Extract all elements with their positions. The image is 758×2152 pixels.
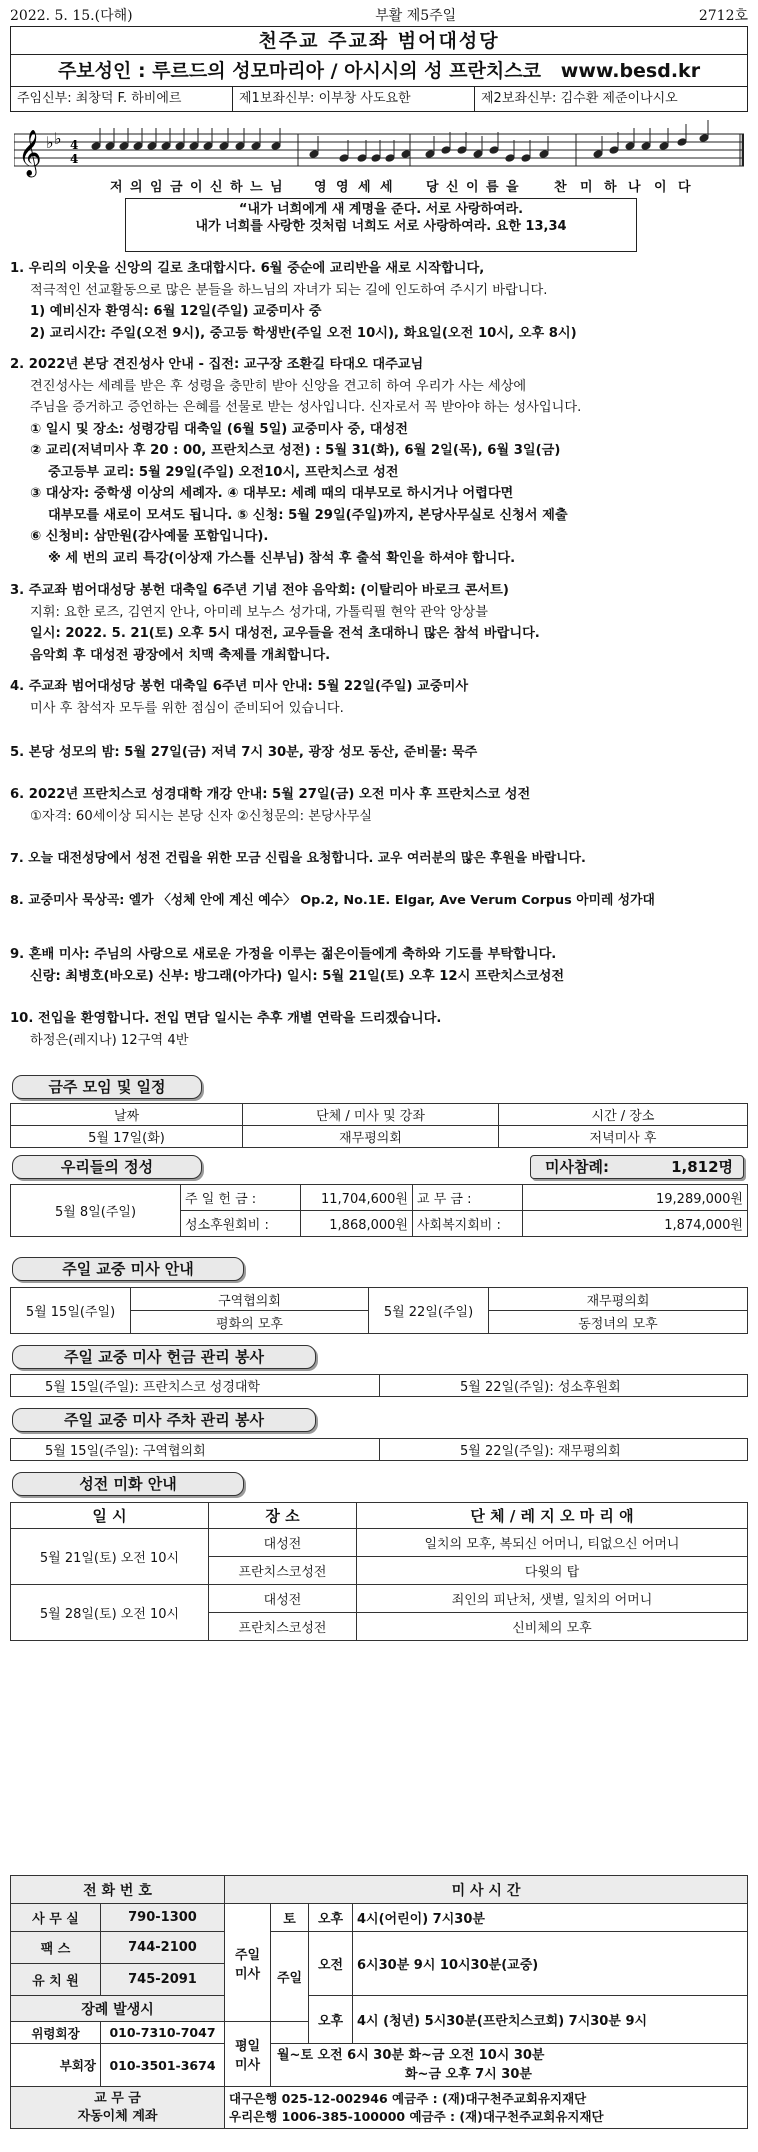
- flat-icon: ♭: [46, 133, 54, 152]
- lyric-syllable: 찬: [554, 180, 567, 195]
- section-label-cleaning: 성전 미화 안내: [12, 1472, 244, 1496]
- bank-account: 우리은행 1006-385-100000 예금주 : (재)대구천주교회유지재단: [229, 2108, 604, 2124]
- cleaning-table: [10, 1502, 748, 1641]
- section-label-meetings: 금주 모임 및 일정: [12, 1075, 202, 1099]
- bank-accounts: [225, 2087, 748, 2129]
- offering-date: 5월 8일(주일): [11, 1185, 181, 1237]
- note-head: [457, 146, 467, 155]
- lyric-syllable: 이: [190, 180, 203, 195]
- notice-body: 주님을 증거하고 증언하는 은혜를 선물로 받는 성사입니다. 신자로서 꼭 받아야 하는 성사입니다.: [30, 400, 582, 415]
- note-head: [105, 142, 115, 151]
- note-head: [133, 142, 143, 151]
- notice-title: 4. 주교좌 범어대성당 봉헌 대축일 6주년 미사 안내: 5월 22일(주일) 교중미사: [10, 679, 469, 694]
- cleaning-date: 5월 21일(토) 오전 10시: [11, 1529, 209, 1585]
- lyric-syllable: 세: [358, 180, 371, 195]
- weekday-line: 월~토 오전 6시 30분 화~금 오전 10시 30분: [277, 2048, 545, 2063]
- notice-item: ③ 대상자: 중학생 이상의 세례자. ④ 대부모: 세례 때의 대부모로 하시거나 어렵다면: [30, 486, 514, 501]
- patrons-line: [11, 55, 747, 87]
- bank-label: 교 무 금: [94, 2090, 141, 2106]
- notice-3: [10, 580, 746, 666]
- section-label-mass-guide: 주일 교중 미사 안내: [12, 1257, 244, 1281]
- time-label: 오후: [309, 1996, 353, 2044]
- note-head: [175, 142, 185, 151]
- note-head: [473, 150, 483, 159]
- meetings-header: 단체 / 미사 및 강좌: [243, 1104, 499, 1126]
- note-head: [625, 142, 635, 151]
- mass-guide-table: [10, 1287, 748, 1334]
- notice-7: [10, 848, 746, 870]
- treble-clef-icon: 𝄞: [18, 130, 42, 176]
- assistant-priest-1: 제1보좌신부: 이부창 사도요한: [233, 87, 475, 111]
- notice-item: 1) 예비신자 환영식: 6월 12일(주일) 교중미사 중: [30, 304, 322, 319]
- notice-body: ①자격: 60세이상 되시는 본당 신자 ②신청문의: 본당사무실: [30, 808, 372, 824]
- bank-label-cell: [11, 2087, 225, 2129]
- lyric-syllable: 의: [130, 180, 143, 195]
- emergency-label: 부회장: [11, 2044, 101, 2087]
- meetings-table: [10, 1103, 748, 1148]
- offering-amount: 1,874,000원: [523, 1211, 748, 1237]
- cleaning-place: 대성전: [209, 1585, 357, 1613]
- note-head: [641, 142, 651, 151]
- notice-title: 10. 전입을 환영합니다. 전입 면담 일시는 추후 개별 연락을 드리겠습니다.: [10, 1011, 442, 1026]
- lyric-syllable: 영: [336, 180, 349, 195]
- notice-8: [10, 890, 746, 912]
- note-head: [539, 150, 549, 159]
- sun-label: 주일: [271, 1932, 309, 2022]
- title-box: [10, 26, 748, 112]
- emergency-phone: 010-7310-7047: [101, 2022, 225, 2044]
- note-head: [609, 146, 619, 155]
- attendance-box: [530, 1155, 744, 1179]
- cleaning-place: 프란치스코성전: [209, 1613, 357, 1641]
- lyric-syllable: 미: [580, 180, 593, 195]
- notice-6: [10, 784, 746, 827]
- parking-service-entry: 5월 15일(주일): 구역협의회: [11, 1439, 380, 1461]
- lyric-syllable: 다: [678, 180, 691, 195]
- cleaning-header: 일 시: [11, 1503, 209, 1529]
- clergy-line: [11, 87, 747, 111]
- attendance-count: 1,812명: [671, 1158, 733, 1176]
- quote-line-2: 내가 너희를 사랑한 것처럼 너희도 서로 사랑하여라. 요한 13,34: [195, 219, 567, 234]
- lyrics-line: [14, 176, 744, 194]
- liturgical-sunday: 부활 제5주일: [375, 8, 457, 24]
- offering-amount: 1,868,000원: [301, 1211, 413, 1237]
- note-head: [425, 150, 435, 159]
- website-link[interactable]: www.besd.kr: [560, 60, 701, 82]
- notice-4: [10, 676, 746, 719]
- lyric-syllable: 름: [486, 180, 499, 195]
- emergency-header: 장례 발생시: [11, 1996, 225, 2022]
- patrons: 주보성인 : 루르드의 성모마리아 / 아시시의 성 프란치스코: [57, 60, 541, 82]
- lyric-syllable: 님: [270, 180, 283, 195]
- notice-body: 견진성사는 세례를 받은 후 성령을 충만히 받아 신앙을 견고히 하여 우리가 사는 세상에: [30, 378, 527, 394]
- note-head: [309, 150, 319, 159]
- note-head: [91, 142, 101, 151]
- lyric-syllable: 이: [654, 180, 667, 195]
- lyric-syllable: 느: [250, 180, 263, 195]
- note-head: [339, 154, 349, 163]
- time-signature: 4: [70, 152, 79, 166]
- assistant-priest-2: 제2보좌신부: 김수환 제준이나시오: [481, 91, 678, 106]
- header-topline: [10, 4, 748, 26]
- notice-item: ⑥ 신청비: 삼만원(감사예물 포함입니다).: [30, 529, 269, 544]
- cleaning-header: 단 체 / 레 지 오 마 리 애: [357, 1503, 748, 1529]
- note-head: [659, 142, 669, 151]
- bank-account: 대구은행 025-12-002946 예금주 : (재)대구천주교회유지재단: [229, 2090, 587, 2106]
- cash-service-table: [10, 1374, 748, 1397]
- notice-item: 중고등부 교리: 5월 29일(주일) 오전10시, 프란치스코 성전: [48, 464, 399, 480]
- note-head: [219, 142, 229, 151]
- note-head: [401, 150, 411, 159]
- weekday-line: 화~금 오후 7시 30분: [405, 2067, 532, 2082]
- offering-table: [10, 1184, 748, 1237]
- lyric-syllable: 나: [628, 180, 641, 195]
- note-head: [385, 154, 395, 163]
- notice-body: 지휘: 요한 로즈, 김연지 안나, 아미레 보누스 성가대, 가톨릭필 현악 관악 앙상블: [30, 604, 489, 620]
- lyric-syllable: 을: [506, 180, 519, 195]
- offering-amount: 19,289,000원: [523, 1185, 748, 1211]
- guide-date: 5월 15일(주일): [11, 1288, 131, 1334]
- issue-date: 2022. 5. 15.(다해): [10, 8, 133, 24]
- note-head: [677, 138, 687, 147]
- weekday-mass-label: 평일 미사: [225, 2022, 271, 2087]
- mass-times: 4시(어린이) 7시30분: [353, 1904, 748, 1932]
- meetings-header: 날짜: [11, 1104, 243, 1126]
- notice-item: 2) 교리시간: 주일(오전 9시), 중고등 학생반(주일 오전 10시), 화요일(오전 10시, 오후 8시): [30, 325, 577, 341]
- note-head: [357, 154, 367, 163]
- music-staff: [14, 116, 744, 178]
- cleaning-groups: 다윗의 탑: [357, 1557, 748, 1585]
- emergency-label: 위령회장: [11, 2022, 101, 2044]
- time-signature: 4: [70, 138, 79, 152]
- note-group: [91, 120, 709, 162]
- notice-title: 7. 오늘 대전성당에서 성전 건립을 위한 모금 신립을 요청합니다. 교우 여러분의 많은 후원을 바랍니다.: [10, 851, 586, 866]
- parish-name: 천주교 주교좌 범어대성당: [11, 27, 747, 55]
- phone-header: 전 화 번 호: [11, 1876, 225, 1904]
- meeting-time: 저녁미사 후: [499, 1126, 748, 1148]
- flat-icon: ♭: [54, 129, 62, 148]
- quote-line-1: “내가 너희에게 새 계명을 준다. 서로 사랑하여라.: [238, 202, 524, 217]
- guide-group: 동정녀의 모후: [489, 1311, 748, 1334]
- notice-title: 8. 교중미사 묵상곡: 엘가 〈성체 안에 계신 예수〉 Op.2, No.1E. Elgar, Ave Verum Corpus 아미레 성가대: [10, 893, 655, 908]
- issue-number: 2712호: [698, 8, 748, 24]
- lyric-syllable: 세: [380, 180, 393, 195]
- notice-item: ② 교리(저녁미사 후 20 : 00, 프란치스코 성전) : 5월 31(화), 6월 2일(목), 6월 3일(금): [30, 443, 561, 458]
- lyric-syllable: 이: [466, 180, 479, 195]
- cash-service-entry: 5월 22일(주일): 성소후원회: [380, 1375, 748, 1397]
- cleaning-header: 장 소: [209, 1503, 357, 1529]
- notice-body: 음악회 후 대성전 광장에서 치맥 축제를 개최합니다.: [30, 647, 331, 663]
- note-head: [505, 154, 515, 163]
- meeting-group: 재무평의회: [243, 1126, 499, 1148]
- lyric-syllable: 신: [210, 180, 223, 195]
- notice-item: ① 일시 및 장소: 성령강림 대축일 (6월 5일) 교중미사 중, 대성전: [30, 421, 409, 437]
- note-head: [189, 142, 199, 151]
- sat-label: 토: [271, 1904, 309, 1932]
- meetings-header: 시간 / 장소: [499, 1104, 748, 1126]
- notice-body: 일시: 2022. 5. 21(토) 오후 5시 대성전, 교우들을 전석 초대하니 많은 참석 바랍니다.: [30, 626, 540, 641]
- notice-body: 적극적인 선교활동으로 많은 분들을 하느님의 자녀가 되는 길에 인도하여 주시기 바랍니다.: [30, 282, 548, 298]
- offering-label: 주 일 헌 금 :: [181, 1185, 301, 1211]
- cleaning-groups: 죄인의 피난처, 샛별, 일치의 어머니: [357, 1585, 748, 1613]
- mass-times: 4시 (청년) 5시30분(프란치스코회) 7시30분 9시: [353, 1996, 748, 2044]
- attendance-label: 미사참례:: [545, 1158, 609, 1176]
- notice-5: [10, 742, 746, 764]
- section-label-parking-service: 주일 교중 미사 주차 관리 봉사: [12, 1408, 316, 1432]
- cleaning-date: 5월 28일(토) 오전 10시: [11, 1585, 209, 1641]
- notice-title: 5. 본당 성모의 밤: 5월 27일(금) 저녁 7시 30분, 광장 성모 동산, 준비물: 묵주: [10, 745, 478, 760]
- time-label: 오후: [309, 1904, 353, 1932]
- meeting-date: 5월 17일(화): [11, 1126, 243, 1148]
- weekday-mass-times: [271, 2044, 748, 2087]
- guide-date: 5월 22일(주일): [369, 1288, 489, 1334]
- cleaning-place: 프란치스코성전: [209, 1557, 357, 1585]
- phone-label: 팩 스: [11, 1932, 101, 1964]
- note-head: [441, 146, 451, 155]
- pastor: 주임신부: 최창덕 F. 하비에르: [11, 87, 233, 111]
- lyric-syllable: 저: [110, 180, 123, 195]
- lyric-syllable: 신: [446, 180, 459, 195]
- sunday-mass-label: 주일 미사: [225, 1904, 271, 2022]
- time-label: 오전: [309, 1932, 353, 1996]
- notice-2: [10, 354, 746, 569]
- note-head: [271, 142, 281, 151]
- parking-service-entry: 5월 22일(주일): 재무평의회: [380, 1439, 748, 1461]
- note-head: [699, 134, 709, 143]
- notice-title: 3. 주교좌 범어대성당 봉헌 대축일 6주년 기념 전야 음악회: (이탈리아 바로크 콘서트): [10, 583, 509, 598]
- lyric-syllable: 금: [170, 180, 183, 195]
- phone-label: 유 치 원: [11, 1964, 101, 1996]
- guide-group: 재무평의회: [489, 1288, 748, 1311]
- emergency-phone: 010-3501-3674: [101, 2044, 225, 2087]
- notice-body: 하정은(레지나) 12구역 4반: [30, 1032, 189, 1048]
- phone-label: 사 무 실: [11, 1904, 101, 1932]
- cash-service-entry: 5월 15일(주일): 프란치스코 성경대학: [11, 1375, 380, 1397]
- note-head: [203, 142, 213, 151]
- lyric-syllable: 당: [426, 180, 439, 195]
- offering-label: 성소후원회비 :: [181, 1211, 301, 1237]
- phone-number: 790-1300: [101, 1904, 225, 1932]
- note-head: [489, 146, 499, 155]
- offering-amount: 11,704,600원: [301, 1185, 413, 1211]
- contact-mass-table: [10, 1875, 748, 2129]
- offering-label: 사회복지회비 :: [413, 1211, 523, 1237]
- note-head: [147, 142, 157, 151]
- notice-title: 6. 2022년 프란치스코 성경대학 개강 안내: 5월 27일(금) 오전 미사 후 프란치스코 성전: [10, 787, 531, 802]
- note-head: [235, 142, 245, 151]
- notice-title: 2. 2022년 본당 견진성사 안내 - 집전: 교구장 조환길 타대오 대주교님: [10, 357, 424, 372]
- cleaning-groups: 신비체의 모후: [357, 1613, 748, 1641]
- lyric-syllable: 임: [150, 180, 163, 195]
- bank-label: 자동이체 계좌: [77, 2108, 158, 2124]
- lyric-syllable: 하: [230, 180, 243, 195]
- notice-item: ※ 세 번의 교리 특강(이상재 가스톨 신부님) 참석 후 출석 확인을 하셔야 합니다.: [48, 550, 516, 566]
- cleaning-place: 대성전: [209, 1529, 357, 1557]
- guide-group: 구역협의회: [131, 1288, 369, 1311]
- phone-number: 745-2091: [101, 1964, 225, 1996]
- notice-title: 1. 우리의 이웃을 신앙의 길로 초대합시다. 6월 중순에 교리반을 새로 시작합니다,: [10, 261, 485, 276]
- lyric-syllable: 하: [604, 180, 617, 195]
- notice-9: [10, 944, 746, 987]
- notice-body: 미사 후 참석자 모두를 위한 점심이 준비되어 있습니다.: [30, 700, 344, 716]
- mass-times: 6시30분 9시 10시30분(교중): [353, 1932, 748, 1996]
- offering-label: 교 무 금 :: [413, 1185, 523, 1211]
- section-label-cash-service: 주일 교중 미사 헌금 관리 봉사: [12, 1345, 316, 1369]
- note-head: [119, 142, 129, 151]
- note-head: [593, 150, 603, 159]
- note-head: [521, 154, 531, 163]
- cleaning-groups: 일치의 모후, 복되신 어머니, 티없으신 어머니: [357, 1529, 748, 1557]
- notice-title: 9. 혼배 미사: 주님의 사랑으로 새로운 가정을 이루는 젊은이들에게 축하와 기도를 부탁합니다.: [10, 947, 557, 962]
- parking-service-table: [10, 1438, 748, 1461]
- notice-body: 신랑: 최병호(바오로) 신부: 방그래(아가다) 일시: 5월 21일(토) 오후 12시 프란치스코성전: [30, 968, 565, 984]
- note-head: [161, 142, 171, 151]
- notice-item: 대부모를 새로이 모셔도 됩니다. ⑤ 신청: 5월 29일(주일)까지, 본당사무실로 신청서 제출: [48, 507, 568, 523]
- note-head: [251, 142, 261, 151]
- mass-header: 미 사 시 간: [225, 1876, 748, 1904]
- notice-1: [10, 258, 746, 344]
- section-label-offering: 우리들의 정성: [12, 1155, 202, 1179]
- scripture-quote: [125, 198, 637, 252]
- lyric-syllable: 영: [314, 180, 327, 195]
- phone-number: 744-2100: [101, 1932, 225, 1964]
- note-head: [371, 154, 381, 163]
- guide-group: 평화의 모후: [131, 1311, 369, 1334]
- notice-10: [10, 1008, 746, 1051]
